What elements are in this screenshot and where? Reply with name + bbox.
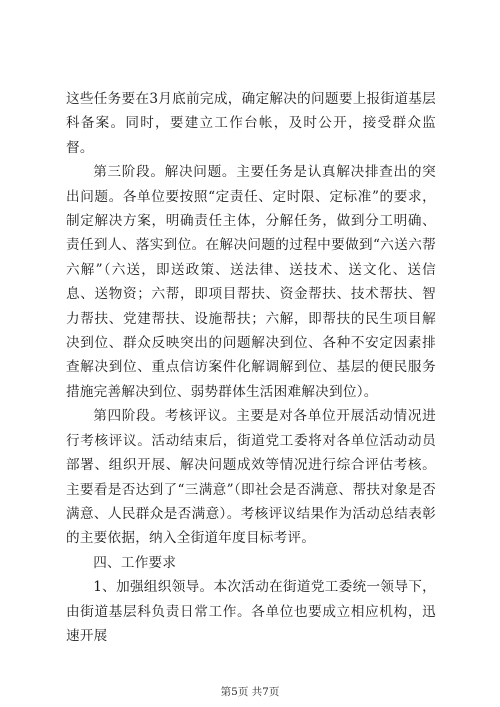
document-body: [66, 87, 436, 648]
section-heading-work-requirements: 四、工作要求: [93, 554, 177, 571]
paragraph-stage-three: 第三阶段。解决问题。主要任务是认真解决排查出的突出问题。各单位要按照“定责任、定时限、定标准”的要求，制定解决方案，明确责任主体，分解任务，做到分工明确、责任到人、落实到位。在解决问题的过程中要做到“六送六帮六解”（六送，即送政策、送法律、送技术、送文化、送信息、送物资；六帮，即项目帮扶、资金帮扶、技术帮扶、智力帮扶、党建帮扶、设施帮扶；六解，即帮扶的民生项目解决到位、群众反映突出的问题解决到位、各种不安定因素排查解决到位、重点信访案件化解调解到位、基层的便民服务措施完善解决到位、弱势群体生活困难解决到位）。: [66, 164, 436, 400]
paragraph-organization-leadership: 1、加强组织领导。本次活动在街道党工委统一领导下，由街道基层科负责日常工作。各单位也要成立相应机构，迅速开展: [66, 579, 436, 644]
page-number-footer: 第5页 共7页: [220, 686, 280, 698]
paragraph-stage-four: 第四阶段。考核评议。主要是对各单位开展活动情况进行考核评议。活动结束后，街道党工委将对各单位活动动员部署、组织开展、解决问题成效等情况进行综合评估考核。主要看是否达到了“三满意”（即社会是否满意、帮扶对象是否满意、人民群众是否满意）。考核评议结果作为活动总结表彰的主要依据，纳入全街道年度目标考评。: [66, 408, 436, 547]
paragraph-stage-notes: 这些任务要在3月底前完成，确定解决的问题要上报街道基层科备案。同时，要建立工作台帐，及时公开，接受群众监督。: [66, 91, 436, 156]
